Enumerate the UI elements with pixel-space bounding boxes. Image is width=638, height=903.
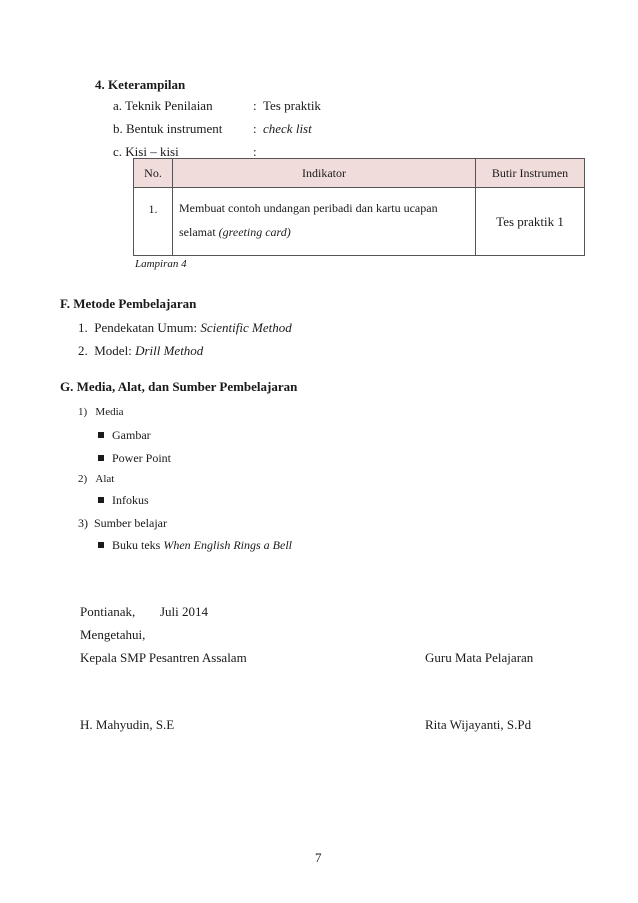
header-no: No. <box>134 159 173 188</box>
keterampilan-heading: 4. Keterampilan <box>95 77 186 92</box>
sumber-label <box>78 516 167 531</box>
kisi-kisi-table <box>133 158 585 256</box>
page-number: 7 <box>315 850 322 865</box>
header-indikator: Indikator <box>173 159 476 188</box>
square-bullet-icon <box>98 542 104 548</box>
square-bullet-icon <box>98 497 104 503</box>
signature-mengetahui: Mengetahui, <box>80 627 146 642</box>
kisi-kisi-label: c. Kisi – kisi <box>113 144 179 159</box>
indikator-line-2-plain: selamat <box>179 225 219 239</box>
bullet-text-italic: When English Rings a Bell <box>163 538 292 552</box>
bentuk-instrument-label: b. Bentuk instrument <box>113 121 223 136</box>
signature-date: Juli 2014 <box>160 604 209 619</box>
bentuk-instrument-value: check list <box>263 121 312 136</box>
media-bullet-power-point <box>98 451 171 466</box>
kisi-kisi-sep: : <box>253 144 257 159</box>
signature-left-title: Kepala SMP Pesantren Assalam <box>80 650 247 665</box>
section-f-item-1-num: 1. <box>78 320 88 335</box>
square-bullet-icon <box>98 432 104 438</box>
sumber-num: 3) <box>78 516 88 530</box>
signature-place: Pontianak, <box>80 604 136 619</box>
section-f-item-1 <box>78 320 292 336</box>
bullet-text-plain: Buku teks <box>112 538 164 552</box>
cell-no: 1. <box>134 188 173 256</box>
indikator-line-2-italic: (greeting card) <box>218 225 291 239</box>
section-f-item-2-label: Model: <box>94 343 136 358</box>
table-caption: Lampiran 4 <box>135 258 187 270</box>
signature-left-name: H. Mahyudin, S.E <box>80 717 175 732</box>
teknik-penilaian-label: a. Teknik Penilaian <box>113 98 213 113</box>
teknik-penilaian-value: Tes praktik <box>263 98 321 113</box>
alat-bullet-infokus <box>98 493 149 508</box>
bullet-text: Gambar <box>112 428 151 442</box>
sumber-bullet-buku <box>98 538 292 553</box>
section-f-item-1-value: Scientific Method <box>200 320 292 335</box>
media-bullet-gambar <box>98 428 151 443</box>
section-f-item-1-label: Pendekatan Umum: <box>94 320 201 335</box>
media-num: 1) <box>78 406 88 418</box>
media-text: Media <box>95 406 124 418</box>
section-f-heading: F. Metode Pembelajaran <box>60 296 197 311</box>
table-header-row <box>134 159 585 188</box>
section-f-item-2 <box>78 343 203 359</box>
media-label <box>78 406 124 418</box>
signature-right-name: Rita Wijayanti, S.Pd <box>425 717 532 732</box>
alat-label <box>78 473 114 485</box>
section-f-item-2-num: 2. <box>78 343 88 358</box>
sumber-text: Sumber belajar <box>94 516 167 530</box>
bentuk-instrument-sep: : <box>253 121 257 136</box>
table-row <box>134 188 585 256</box>
cell-indikator <box>173 188 476 256</box>
header-butir-instrumen: Butir Instrumen <box>476 159 585 188</box>
signature-right-title: Guru Mata Pelajaran <box>425 650 534 665</box>
bullet-text: Infokus <box>112 493 149 507</box>
section-f-item-2-value: Drill Method <box>135 343 204 358</box>
teknik-penilaian-sep: : <box>253 98 257 113</box>
indikator-line-2 <box>179 220 469 244</box>
cell-butir: Tes praktik 1 <box>476 188 585 256</box>
square-bullet-icon <box>98 455 104 461</box>
alat-text: Alat <box>95 473 115 485</box>
section-g-heading: G. Media, Alat, dan Sumber Pembelajaran <box>60 379 298 394</box>
bullet-text: Power Point <box>112 451 172 465</box>
indikator-line-1: Membuat contoh undangan peribadi dan kartu ucapan <box>179 201 438 215</box>
alat-num: 2) <box>78 473 88 485</box>
